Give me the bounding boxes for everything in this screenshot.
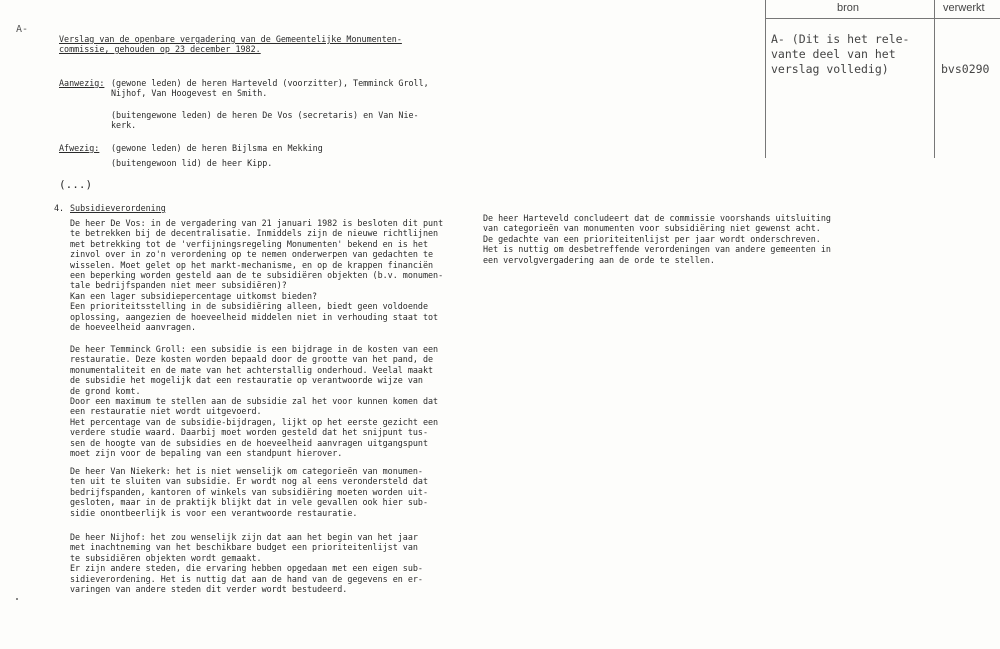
card-left-border (765, 0, 766, 158)
card-note-line-1: A- (Dit is het rele- (771, 32, 910, 46)
paragraph-temminck-groll: De heer Temminck Groll: een subsidie is een bijdrage in de kosten van een restauratie. Deze kosten worden bepaald door de grootte van het pand, de monumentaliteit en de mate van het achterstallig onderhoud. Veelal maakt de subsidie het mogelijk dat een restauratie op verantwoorde wijze van de grond komt. Door een maximum te stellen aan de subsidie zal het voor kunnen komen dat een restauratie niet wordt uitgevoerd. Het percentage van de subsidie-bijdragen, lijkt op het eerste gezicht een verdere studie waard. Daarbij moet worden gesteld dat het snijpunt tus- sen de hoogte van de subsidies en de hoeveelheid aanvragen uitgangspunt moet zijn voor de bepaling van een standpunt hierover. (70, 344, 439, 459)
page-marker: A- (16, 24, 29, 35)
present-extra-line-2: kerk. (111, 120, 137, 130)
card-col-processed: verwerkt (943, 2, 985, 14)
paragraph-nijhof: De heer Nijhof: het zou wenselijk zijn dat aan het begin van het jaar met inachtneming van het beschikbare budget een prioriteitenlijst van te subsidiëren objekten wordt gemaakt. Er zijn andere steden, die ervaring hebben opgedaan met een eigen sub- sidieverordening. Het is nuttig dat aan de hand van de gegevens en er- varingen van andere steden dit verder wordt bestudeerd. (70, 532, 423, 595)
card-code: bvs0290 (941, 62, 990, 76)
scan-speck (16, 598, 18, 600)
card-divider (934, 0, 935, 158)
paragraph-harteveld-conclusion: De heer Harteveld concludeert dat de commissie voorshands uitsluiting van categorieën van monumenten voor subsidiëring niet gewenst acht. De gedachte van een prioriteitenlijst per jaar wordt onderschreven. Het is nuttig om desbetreffende verordeningen van andere gemeenten in een vervolgvergadering aan de orde te stellen. (483, 213, 831, 265)
report-title-line-2: commissie, gehouden op 23 december 1982. (59, 44, 261, 54)
absent-label: Afwezig: (59, 143, 100, 153)
report-title-line-1: Verslag van de openbare vergadering van de Gemeentelijke Monumenten- (59, 34, 402, 44)
omission-marker: (...) (59, 178, 93, 191)
card-note-line-2: vante deel van het (771, 47, 896, 61)
agenda-item-title: Subsidieverordening (70, 203, 166, 213)
present-line-2: Nijhof, Van Hoogevest en Smith. (111, 88, 268, 98)
paragraph-van-niekerk: De heer Van Niekerk: het is niet wenselijk om categorieën van monumen- ten uit te sluiten van subsidie. Er wordt nog al eens verondersteld dat bedrijfspanden, kantoren of winkels van subsidiëring moeten worden uit- gesloten, maar in de praktijk blijkt dat in vele gevallen ook hier sub- sidie onontbeerlijk is voor een verantwoorde restauratie. (70, 466, 428, 518)
card-col-source: bron (837, 2, 860, 14)
archive-index-card (765, 0, 1000, 158)
present-label: Aanwezig: (59, 78, 105, 88)
card-note-line-3: verslag volledig) (771, 62, 889, 76)
present-extra-line-1: (buitengewone leden) de heren De Vos (secretaris) en Van Nie- (111, 110, 419, 120)
absent-line-2: (buitengewoon lid) de heer Kipp. (111, 158, 273, 168)
card-header-rule (765, 18, 1000, 19)
present-line-1: (gewone leden) de heren Harteveld (voorzitter), Temminck Groll, (111, 78, 429, 88)
absent-line-1: (gewone leden) de heren Bijlsma en Mekking (111, 143, 323, 153)
paragraph-de-vos: De heer De Vos: in de vergadering van 21 januari 1982 is besloten dit punt te betrekken bij de decentralisatie. Inmiddels zijn de nieuwe richtlijnen met betrekking tot de 'verfijningsregeling Monumenten' bekend en is het zinvol over in zo'n verordening op te nemen onderwerpen van gedachten te wisselen. Moet gelet op het markt-mechanisme, en op de krappen financiën een beperking worden gesteld aan de te subsidiëren objekten (b.v. monumen- tale bedrijfspanden niet meer subsidiëren)? Kan een lager subsidiepercentage uitkomst bieden? Een prioriteitsstelling in de subsidiëring alleen, biedt geen voldoende oplossing, aangezien de hoeveelheid middelen niet in verhouding staat tot de hoeveelheid aanvragen. (70, 218, 444, 333)
agenda-item-number: 4. (54, 203, 65, 213)
